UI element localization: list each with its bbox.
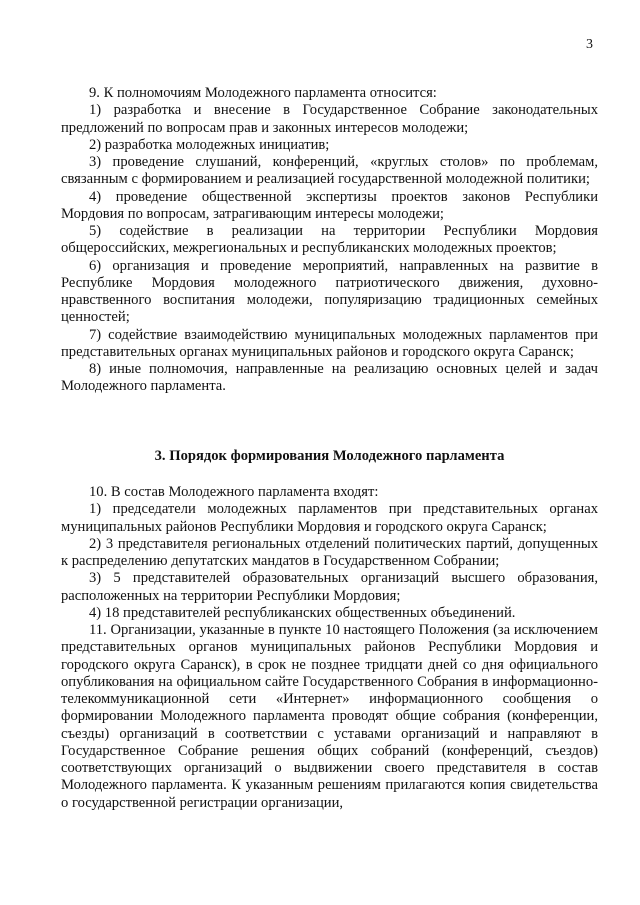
paragraph: 3) 5 представителей образовательных организаций высшего образования, расположенных на территории Республики Мордовия;	[61, 570, 598, 604]
paragraph: 4) проведение общественной экспертизы проектов законов Республики Мордовия по вопросам, затрагивающим интересы молодежи;	[61, 188, 598, 222]
paragraph: 2) разработка молодежных инициатив;	[89, 136, 330, 153]
formation-section	[61, 484, 598, 812]
paragraph: 3) проведение слушаний, конференций, «круглых столов» по проблемам, связанным с формированием и реализацией государственной молодежной политики;	[61, 154, 598, 188]
paragraph: 8) иные полномочия, направленные на реализацию основных целей и задач Молодежного парламента.	[61, 361, 598, 395]
paragraph: 10. В состав Молодежного парламента входят:	[89, 484, 379, 500]
paragraph: 9. К полномочиям Молодежного парламента относится:	[89, 85, 437, 101]
paragraph: 7) содействие взаимодействию муниципальных молодежных парламентов при представительных органах муниципальных районов и городского округа Саранск;	[61, 326, 598, 360]
paragraph: 5) содействие в реализации на территории Республики Мордовия общероссийских, межрегиональных и республиканских молодежных проектов;	[61, 223, 598, 257]
paragraph: 4) 18 представителей республиканских общественных объединений.	[89, 604, 516, 621]
paragraph: 1) председатели молодежных парламентов при представительных органах муниципальных районов Республики Мордовия и городского округа Саранск;	[61, 501, 598, 535]
paragraph: 2) 3 представителя региональных отделений политических партий, допущенных к распределению депутатских мандатов в Государственном Собрании;	[61, 535, 598, 569]
paragraph: 6) организация и проведение мероприятий, направленных на развитие в Республике Мордовия молодежного патриотического движения, духовно-нравственного воспитания молодежи, популяризацию традиционных семейных ценностей;	[61, 257, 598, 326]
powers-section	[61, 85, 598, 396]
section-heading: 3. Порядок формирования Молодежного парламента	[154, 448, 505, 464]
paragraph: 1) разработка и внесение в Государственное Собрание законодательных предложений по вопросам прав и законных интересов молодежи;	[61, 102, 598, 136]
paragraph: 11. Организации, указанные в пункте 10 настоящего Положения (за исключением представительных органов муниципальных районов Республики Мордовия и городского округа Саранск), в срок не позднее тридцати дней со дня официального опубликования на официальном сайте Государственного Собрания в информационно-телекоммуникационной сети «Интернет» информационного сообщения о формировании Молодежного парламента проводят общие собрания (конференции, съезды) организаций в соответствии с уставами организаций и направляют в Государственное Собрание решения общих собраний (конференций, съездов) соответствующих организаций о выдвижении своего представителя в состав Молодежного парламента. К указанным решениям прилагаются копия свидетельства о государственной регистрации организации,	[61, 622, 598, 811]
page-number: 3	[586, 37, 593, 52]
